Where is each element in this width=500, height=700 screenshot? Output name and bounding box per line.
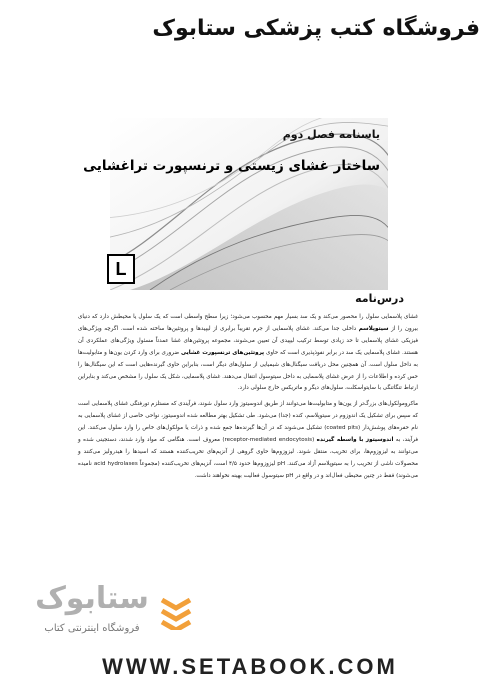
chapter-banner [110, 118, 388, 290]
section-label: یاسنامه فصل دوم [282, 128, 380, 141]
brand-name: ستابوک [35, 581, 149, 616]
p1-text-2: داخلی جدا می‌کند. غشای پلاسمایی از جرم تقریباً برابری از لیپیدها و پروتئین‌ها ساخته شده است. اگرچه ویژگی‌های فیزیکی غشای پلاسمایی تا حد زیادی توسط ترکیب لیپیدی آن تعیین می‌شوند، مجموعه پروتئین‌های غشا عمدتاً مسئول ویژگی‌های عملکردی آن هستند. غشای پلاسمایی یک سد در برابر نفوذپذیری است که حاوی [78, 325, 418, 356]
p2-text-2: (receptor-mediated endocytosis) معروف است. هنگامی که مواد وارد شدند، دستجینی شده و می‌توانند به لیزوزوم‌ها، برای تخریب، منتقل شوند. لیزوزوم‌ها حاوی گروهی از آنزیم‌های تخریب‌کننده هستند که اسیدها را هیدرولیز می‌کنند و محصولات ناشی از تخریب را به سیتوپلاسم آزاد می‌کنند. pH لیزوزوم‌ها حدود ۴/۵ است، آنزیم‌های تخریب‌کننده (مجموعاً acid hydrolases نامیده می‌شوند) فقط در چنین محیطی فعال‌اند و در واقع در pH سیتوسول فعالیت بهینه نخواهند داشت. [78, 437, 418, 479]
intro-heading: درس‌نامه [355, 292, 404, 305]
chapter-letter-box: L [107, 254, 135, 284]
p1-bold-term-1: سیتوپلاسم [358, 325, 389, 332]
body-text [78, 312, 418, 487]
p2-text-1: ماکرومولکول‌های بزرگ‌تر از یون‌ها و متابولیت‌ها می‌توانند از طریق اندوسیتوز وارد سلول شوند، فرآیندی که مستلزم تورفتگی غشای پلاسمایی است که سپس برای تشکیل یک اندوزوم در سیتوپلاسم، کنده (جدا) می‌شود. طی تشکیل بهتر مطالعه شده اندوسیتوز، نواحی خاصی از غشای پلاسمایی به نام حفره‌های پوشش‌دار (coated pits) تشکیل می‌شوند که در آن‌ها گیرنده‌ها جمع شده و ذرات یا مولکول‌های خاص را وارد سلول می‌کنند. این فرآیند، به [78, 401, 418, 444]
brand-tagline: فروشگاه اینترنتی کتاب [44, 623, 140, 634]
chapter-title: ساختار غشای زیستی و ترنسپورت تراغشایی [83, 158, 380, 174]
paragraph-2 [78, 399, 418, 482]
p2-bold-term-1: اندوسیتوز با واسطه گیرنده [316, 437, 394, 444]
brand-logo-chevron-icon [160, 596, 192, 630]
store-title: فروشگاه کتب پزشکی ستابوک [152, 16, 480, 41]
paragraph-1 [78, 312, 418, 395]
banner-swirl-graphic [110, 118, 388, 290]
p1-text-1: غشای پلاسمایی سلول را محصور می‌کند و یک سد بسیار مهم محسوب می‌شود؛ زیرا سطح واسطی است که یک سلول یا محیطش دارد که دنیای بیرون را از [78, 314, 418, 332]
p1-text-3: ضروری برای وارد کردن یون‌ها و متابولیت‌ها به داخل سلول است. آن همچنین محل دریافت سیگنال‌های شیمیایی از سلول‌های دیگر است، بنابراین حاوی گیرنده‌هایی است که این سیگنال‌ها را حس کرده و اطلاعات را از عرض غشای پلاسمایی به داخل سیتوسول انتقال می‌دهند. غشای پلاسمایی، شکل یک سلول را مشخص می‌کند و بنابراین ارتباط تنگاتنگی با سایتواسکلت، سلول‌های دیگر و ماتریکس خارج سلولی دارد. [78, 349, 418, 392]
website-url[interactable]: WWW.SETABOOK.COM [102, 654, 398, 679]
p1-bold-term-2: پروتئین‌های ترنسپورت غشایی [180, 349, 265, 356]
